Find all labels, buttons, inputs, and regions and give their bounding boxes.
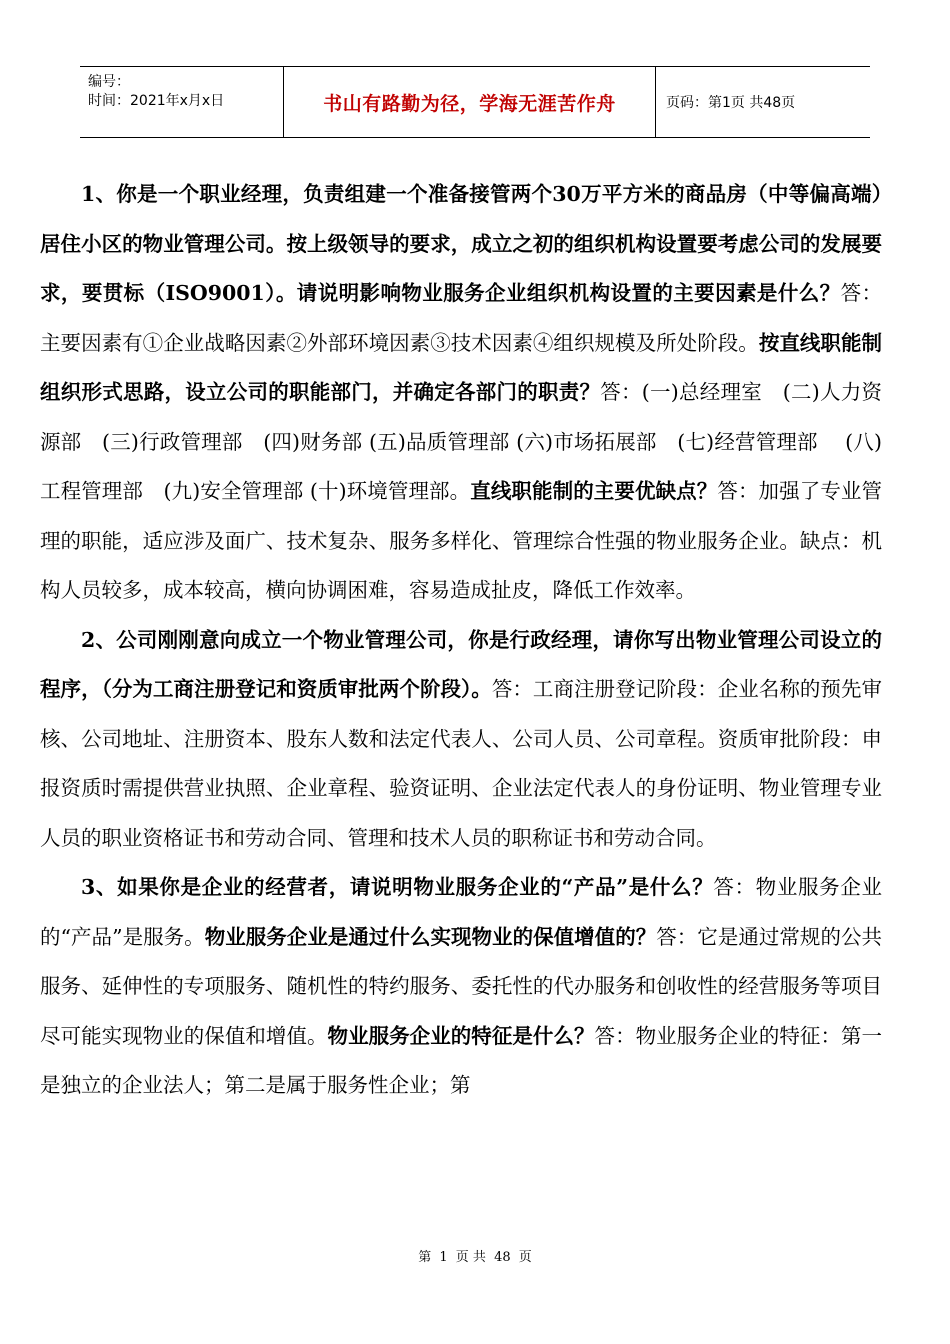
answer-text: 答：主要因素有①企业战略因素②外部环境因素③技术因素④组织规模及所处阶段。 bbox=[40, 281, 882, 355]
time-label: 时间：2021年x月x日 bbox=[88, 93, 225, 109]
answer-text: 答：物业服务企业的特征：第一是独立的企业法人；第二是属于服务性企业；第 bbox=[40, 1023, 883, 1097]
question-paragraph bbox=[40, 863, 882, 1111]
page-footer bbox=[0, 1246, 950, 1265]
question-paragraph bbox=[40, 616, 882, 864]
question-text: 1、你是一个职业经理，负责组建一个准备接管两个30万平方米的商品房（中等偏高端）居住小区的物业管理公司。按上级领导的要求，成立之初的组织机构设置要考虑公司的发展要求，要贯标（ISO9001）。请说明影响物业服务企业组织机构设置的主要因素是什么？ bbox=[40, 182, 882, 305]
header-motto bbox=[283, 67, 656, 137]
answer-text: 答：物业服务企业的“产品”是服务。 bbox=[40, 875, 882, 949]
question-text: 2、公司刚刚意向成立一个物业管理公司，你是行政经理，请你写出物业管理公司设立的程序，（分为工商注册登记和资质审批两个阶段）。 bbox=[40, 627, 882, 701]
question-text: 按直线职能制组织形式思路，设立公司的职能部门，并确定各部门的职责？ bbox=[40, 330, 882, 404]
footer-suffix: 页 bbox=[518, 1250, 532, 1265]
answer-text: 答：它是通过常规的公共服务、延伸性的专项服务、随机性的特约服务、委托性的代办服务和创收性的经营服务等项目尽可能实现物业的保值和增值。 bbox=[40, 924, 883, 1048]
header-meta bbox=[80, 67, 283, 137]
footer-prefix: 第 bbox=[418, 1250, 432, 1265]
footer-mid: 页 共 bbox=[455, 1250, 486, 1265]
page-info-text: 页码：第1页 共48页 bbox=[666, 95, 796, 111]
document-header bbox=[80, 66, 870, 138]
question-text: 物业服务企业是通过什么实现物业的保值增值的？ bbox=[204, 924, 657, 949]
answer-text: 答：加强了专业管理的职能，适应涉及面广、技术复杂、服务多样化、管理综合性强的物业服务企业。缺点：机构人员较多，成本较高，横向协调困难，容易造成扯皮，降低工作效率。 bbox=[40, 479, 883, 602]
question-text: 3、如果你是企业的经营者，请说明物业服务企业的“产品”是什么？ bbox=[81, 875, 714, 899]
question-text: 物业服务企业的特征是什么？ bbox=[327, 1023, 595, 1048]
footer-page: 1 bbox=[439, 1250, 448, 1265]
answer-text: 答：(一)总经理室 (二)人力资源部 (三)行政管理部 (四)财务部 (五)品质管理部 (六)市场拓展部 (七)经营管理部 (八)工程管理部 (九)安全管理部 (十)环境管理部。 bbox=[40, 380, 882, 503]
header-page-info bbox=[656, 67, 870, 137]
question-paragraph bbox=[40, 170, 882, 616]
motto-text: 书山有路勤为径，学海无涯苦作舟 bbox=[323, 92, 616, 115]
document-body bbox=[40, 170, 882, 1111]
number-label: 编号： bbox=[88, 74, 130, 90]
footer-total: 48 bbox=[494, 1250, 511, 1265]
answer-text: 答：工商注册登记阶段：企业名称的预先审核、公司地址、注册资本、股东人数和法定代表人、公司人员、公司章程。资质审批阶段：申报资质时需提供营业执照、企业章程、验资证明、企业法定代表人的身份证明、物业管理专业人员的职业资格证书和劳动合同、管理和技术人员的职称证书和劳动合同。 bbox=[40, 677, 883, 850]
question-text: 直线职能制的主要优缺点？ bbox=[470, 479, 718, 503]
